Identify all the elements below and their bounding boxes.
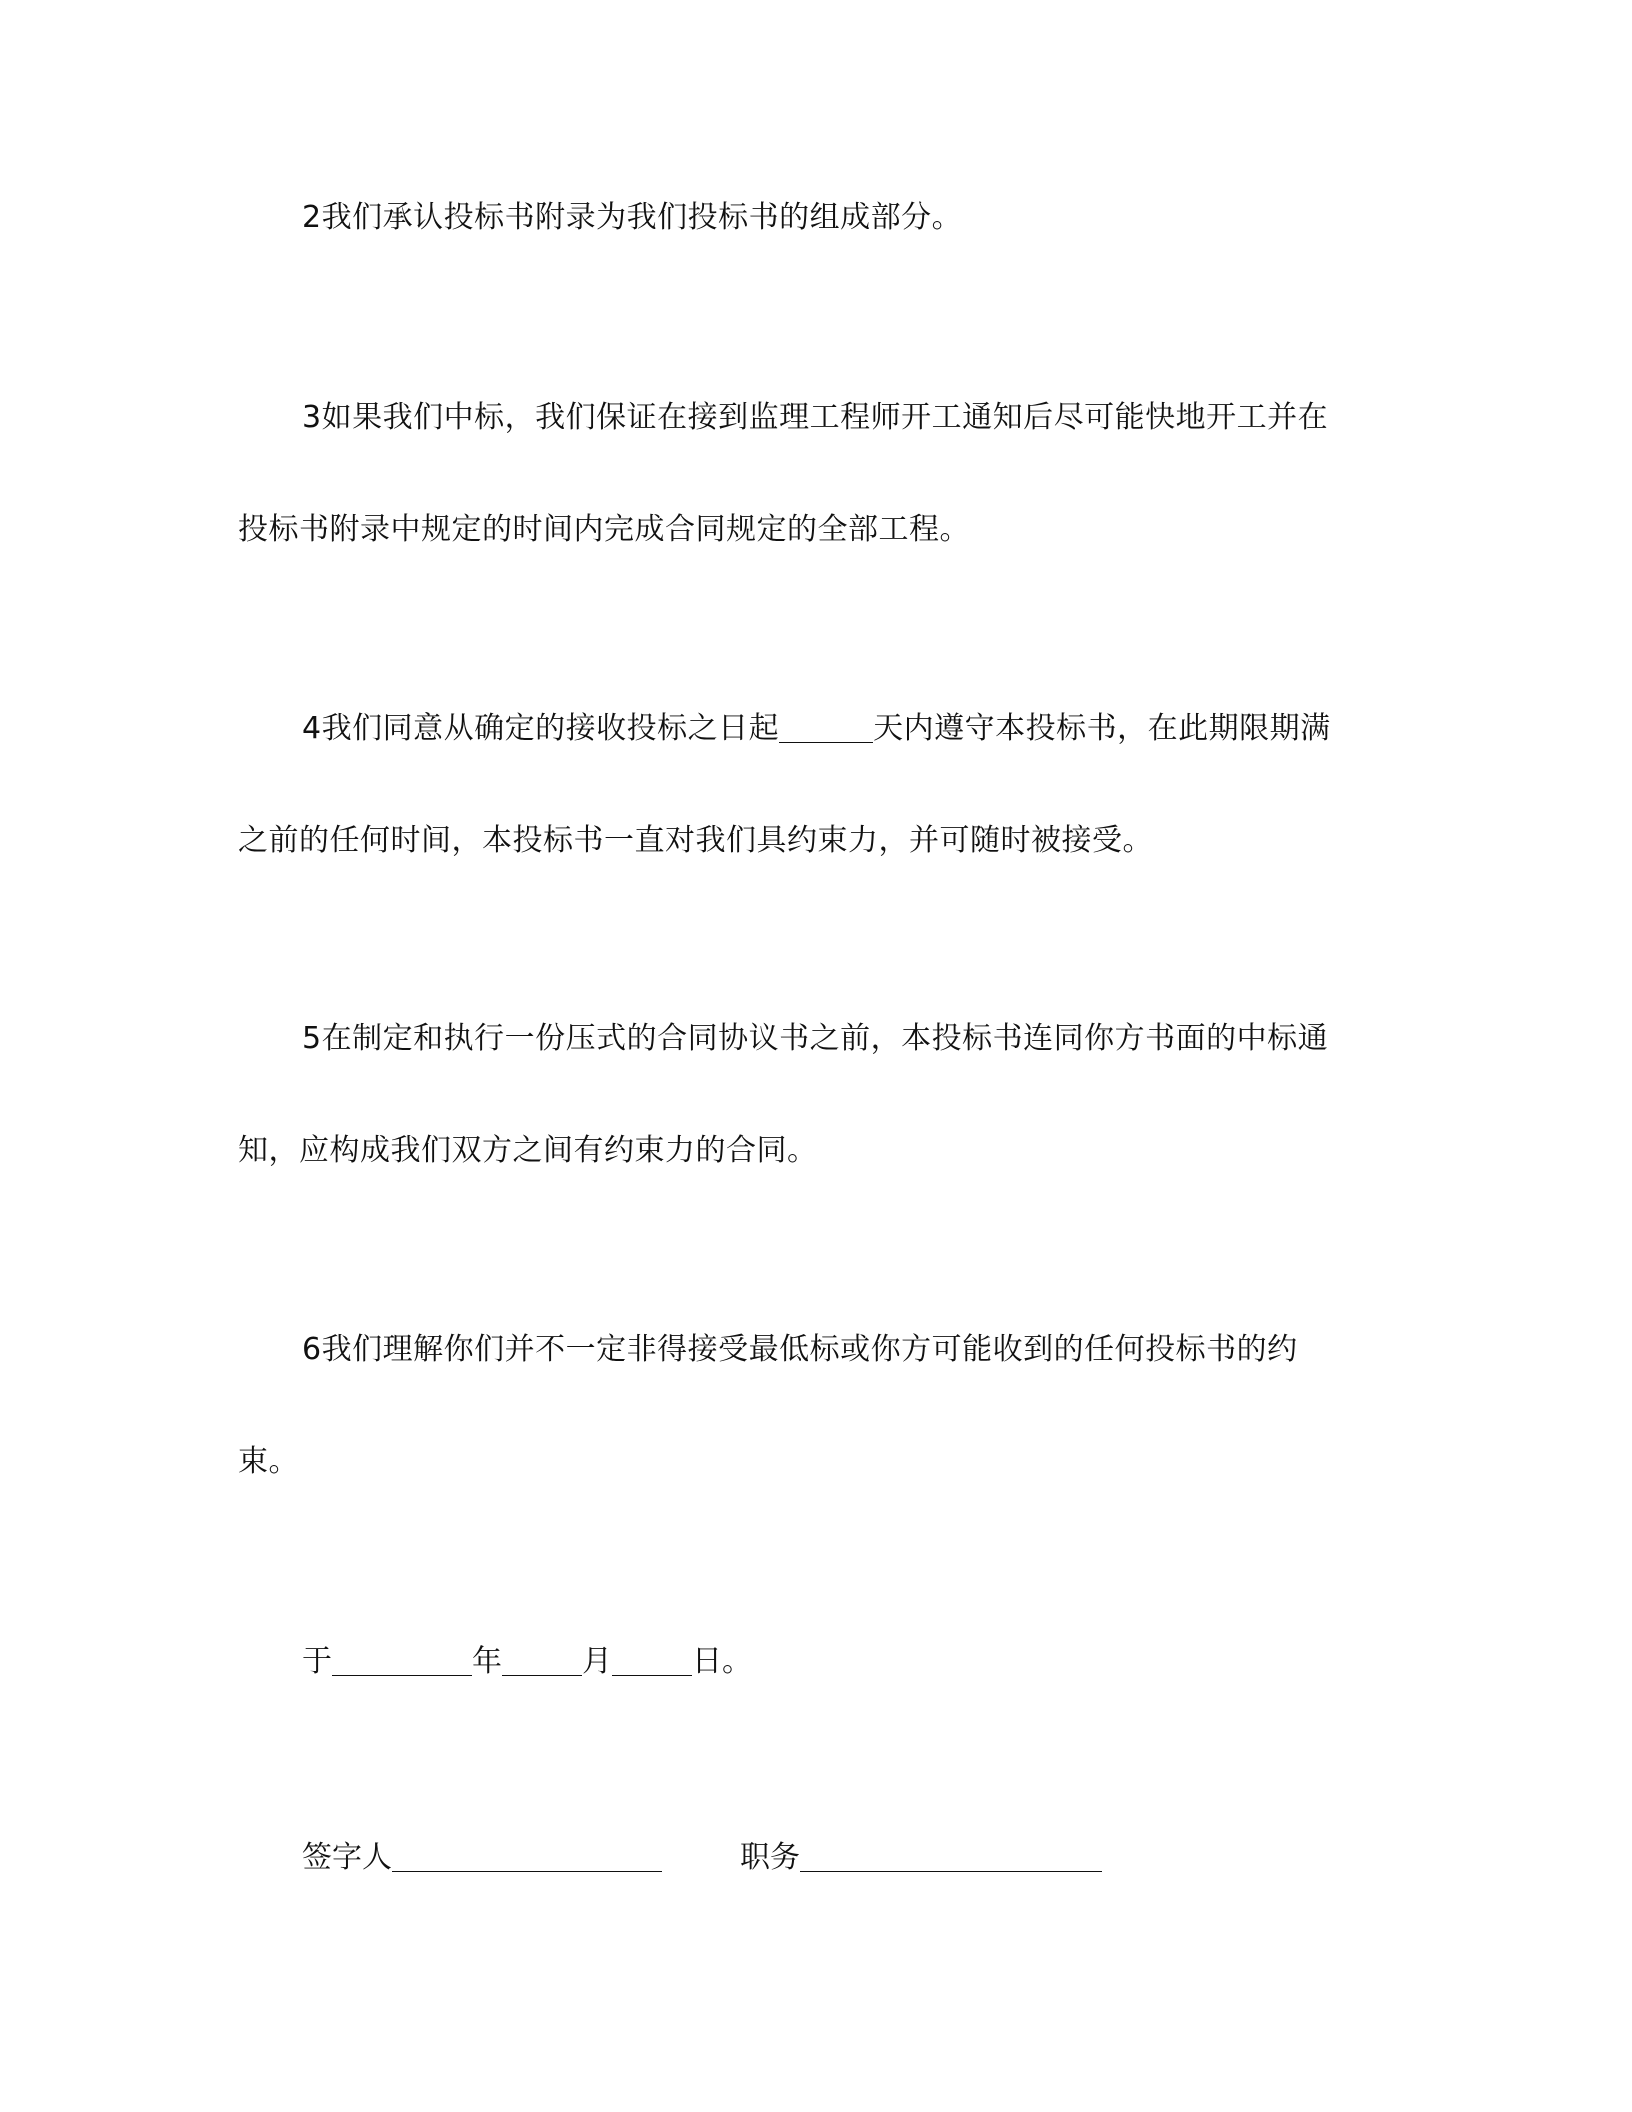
title-label: 职务 [740,1840,800,1875]
signature-line [302,1838,1102,1878]
clause-2-line-1: 2我们承认投标书附录为我们投标书的组成部分。 [302,200,963,235]
clause-5 [238,983,1378,1207]
title-blank-line [800,1841,1102,1872]
date-line [302,1642,752,1682]
signer-label: 签字人 [302,1840,392,1875]
signer-blank-line [392,1841,662,1872]
clause-3-line-1: 3如果我们中标，我们保证在接到监理工程师开工通知后尽可能快地开工并在 [302,400,1329,435]
clause-3 [238,362,1378,586]
day-label: 日。 [692,1644,752,1679]
clause-4-text-before-blank: 4我们同意从确定的接收投标之日起 [302,711,780,746]
clause-4-text-after-blank: 天内遵守本投标书，在此期限期满 [873,711,1331,746]
date-prefix: 于 [302,1644,332,1679]
clause-6-line-1: 6我们理解你们并不一定非得接受最低标或你方可能收到的任何投标书的约 [302,1332,1298,1367]
clause-2 [238,162,1378,274]
clause-4-line-1 [238,673,1378,785]
days-blank-line [779,712,873,743]
year-blank-line [332,1645,472,1676]
clause-5-line-2: 知，应构成我们双方之间有约束力的合同。 [238,1133,818,1168]
year-label: 年 [472,1644,502,1679]
day-blank-line [612,1645,692,1676]
clause-4-line-2: 之前的任何时间，本投标书一直对我们具约束力，并可随时被接受。 [238,823,1153,858]
clause-5-line-1: 5在制定和执行一份压式的合同协议书之前，本投标书连同你方书面的中标通 [302,1021,1329,1056]
clause-4 [238,673,1378,897]
month-label: 月 [582,1644,612,1679]
clause-3-line-2: 投标书附录中规定的时间内完成合同规定的全部工程。 [238,512,970,547]
month-blank-line [502,1645,582,1676]
clause-6 [238,1294,1378,1518]
clause-6-line-2: 束。 [238,1444,299,1479]
